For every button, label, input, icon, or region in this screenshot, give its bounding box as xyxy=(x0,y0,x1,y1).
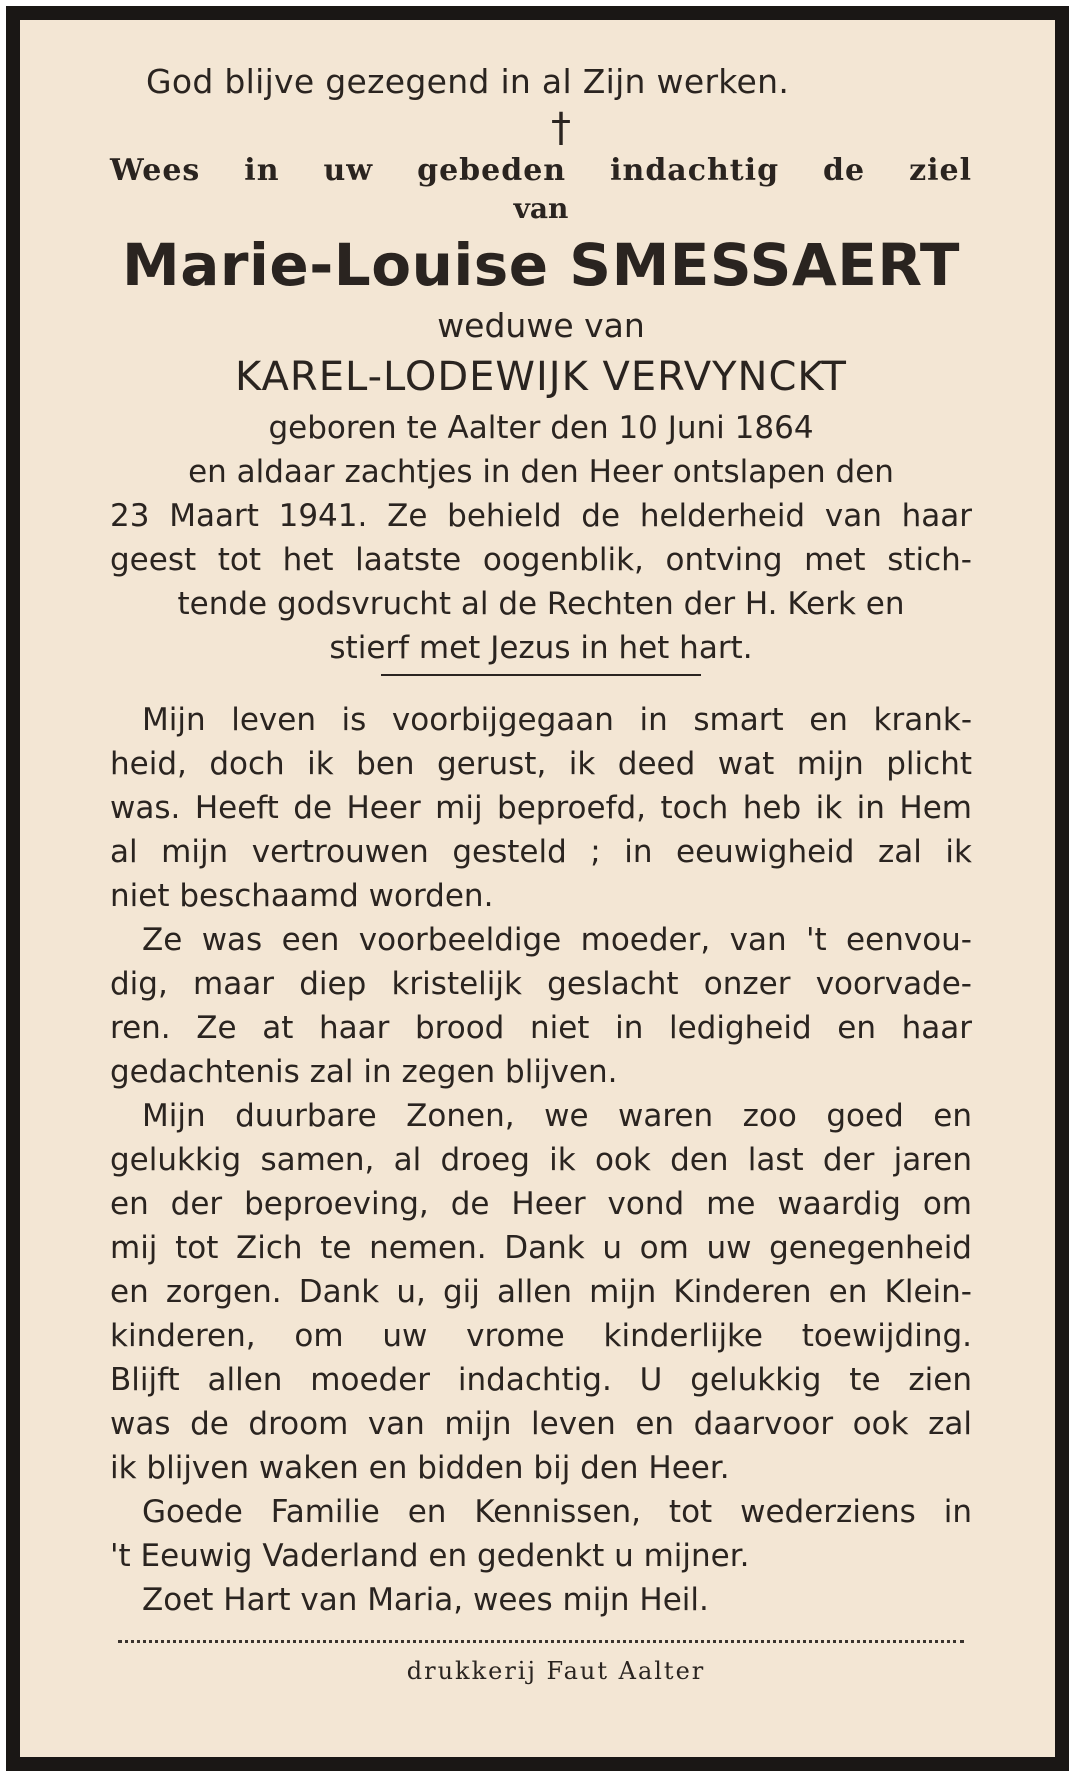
text-line: ren. Ze at haar brood niet in ledigheid en haar xyxy=(110,1010,972,1046)
paragraph-1 xyxy=(110,698,972,918)
text-line: gelukkig samen, al droeg ik ook den last der jaren xyxy=(110,1142,972,1178)
divider xyxy=(381,674,701,676)
husband-name: KAREL-LODEWIJK VERVYNCKT xyxy=(235,354,847,400)
bio-line: geboren te Aalter den 10 Juni 1864 xyxy=(268,410,814,446)
bio-line: 23 Maart 1941. Ze behield de helderheid van haar xyxy=(110,498,972,534)
text-line: Mijn leven is voorbijgegaan in smart en krank- xyxy=(142,702,972,738)
widow-line: weduwe van xyxy=(437,306,645,345)
text-line: was. Heeft de Heer mij beproefd, toch heb ik in Hem xyxy=(110,790,972,826)
prayer-line: Wees in uw gebeden indachtig de ziel xyxy=(110,153,972,188)
cross-icon: † xyxy=(551,105,571,151)
text-line: Blijft allen moeder indachtig. U gelukkig te zien xyxy=(110,1362,972,1398)
van-line: van xyxy=(513,192,569,225)
bio-line: en aldaar zachtjes in den Heer ontslapen den xyxy=(188,454,894,490)
paragraph-4 xyxy=(110,1490,972,1578)
card-paper xyxy=(20,20,1055,1757)
text-line: gedachtenis zal in zegen blijven. xyxy=(110,1054,618,1090)
text-line: al mijn vertrouwen gesteld ; in eeuwigheid zal ik xyxy=(110,834,972,870)
text-line: en zorgen. Dank u, gij allen mijn Kinderen en Klein- xyxy=(110,1274,972,1310)
text-line: was de droom van mijn leven en daarvoor ook zal xyxy=(110,1406,972,1442)
text-line: Goede Familie en Kennissen, tot wederziens in xyxy=(142,1494,972,1530)
text-line: Ze was een voorbeeldige moeder, van 't eenvou- xyxy=(142,922,972,958)
memorial-card xyxy=(6,6,1069,1771)
bio-line: stierf met Jezus in het hart. xyxy=(329,630,753,666)
dotted-divider xyxy=(118,1640,964,1643)
text-line: ik blijven waken en bidden bij den Heer. xyxy=(110,1450,730,1486)
printer-credit: drukkerij Faut Aalter xyxy=(406,1657,706,1685)
deceased-name: Marie-Louise SMESSAERT xyxy=(122,231,960,299)
text-line: niet beschaamd worden. xyxy=(110,878,494,914)
paragraph-2 xyxy=(110,918,972,1094)
text-line: mij tot Zich te nemen. Dank u om uw genegenheid xyxy=(110,1230,972,1266)
biography xyxy=(110,406,972,670)
text-line: Zoet Hart van Maria, wees mijn Heil. xyxy=(142,1582,709,1618)
text-line: 't Eeuwig Vaderland en gedenkt u mijner. xyxy=(110,1538,750,1574)
bio-line: geest tot het laatste oogenblik, ontving met stich- xyxy=(110,542,972,578)
paragraph-5 xyxy=(110,1578,972,1622)
text-line: kinderen, om uw vrome kinderlijke toewijding. xyxy=(110,1318,972,1354)
text-line: dig, maar diep kristelijk geslacht onzer voorvade- xyxy=(110,966,972,1002)
paragraph-3 xyxy=(110,1094,972,1490)
motto: God blijve gezegend in al Zijn werken. xyxy=(146,62,790,101)
text-line: heid, doch ik ben gerust, ik deed wat mijn plicht xyxy=(110,746,972,782)
bio-line: tende godsvrucht al de Rechten der H. Kerk en xyxy=(177,586,905,622)
card-content xyxy=(110,60,972,1685)
text-line: Mijn duurbare Zonen, we waren zoo goed en xyxy=(142,1098,972,1134)
text-line: en der beproeving, de Heer vond me waardig om xyxy=(110,1186,972,1222)
